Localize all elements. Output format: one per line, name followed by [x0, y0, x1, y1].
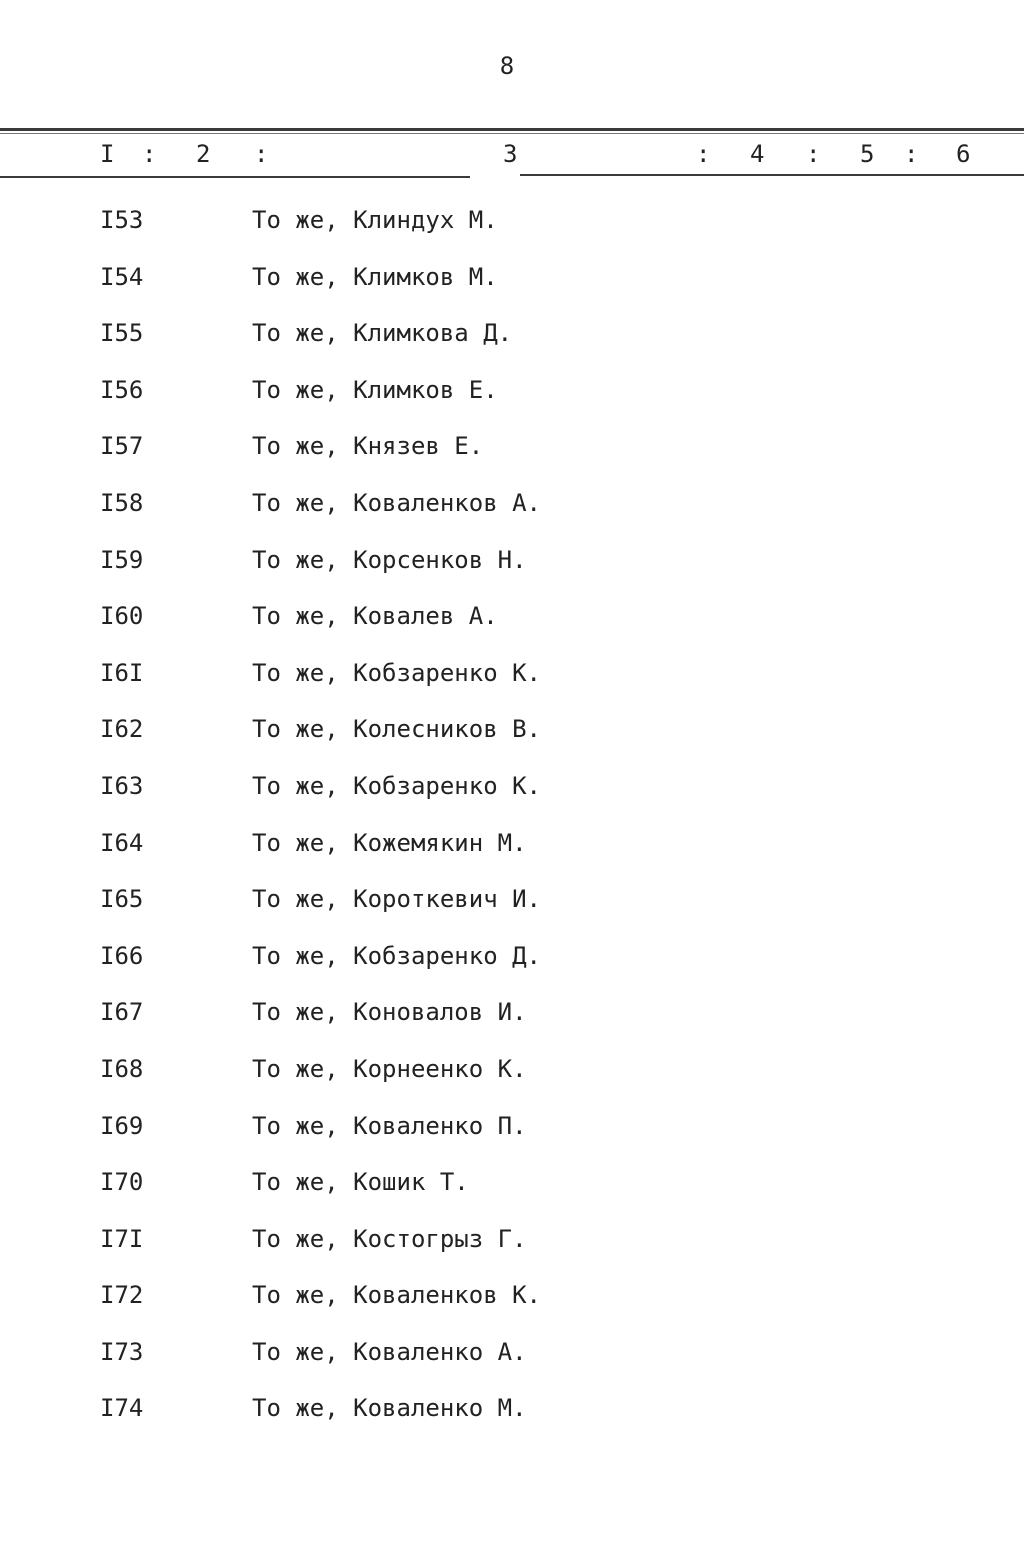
table-row — [0, 540, 1024, 597]
row-number: I57 — [100, 432, 144, 461]
row-entry: То же, Коваленко М. — [252, 1394, 527, 1423]
table-body — [0, 200, 1024, 1445]
header-rule-bottom-right — [520, 174, 1024, 176]
row-entry: То же, Климков Е. — [252, 375, 498, 404]
column-header-3: 3 — [503, 140, 518, 168]
row-entry: То же, Коновалов И. — [252, 998, 527, 1027]
column-separator: : — [254, 140, 269, 168]
column-separator: : — [904, 140, 919, 168]
row-number: I69 — [100, 1111, 144, 1140]
table-row — [0, 709, 1024, 766]
table-row — [0, 1332, 1024, 1389]
row-number: I7I — [100, 1224, 144, 1253]
row-number: I6I — [100, 658, 144, 687]
row-entry: То же, Ковалев А. — [252, 602, 498, 631]
table-row — [0, 1388, 1024, 1445]
row-entry: То же, Кобзаренко Д. — [252, 941, 541, 970]
column-header-5: 5 — [860, 140, 875, 168]
row-number: I67 — [100, 998, 144, 1027]
table-row — [0, 426, 1024, 483]
row-number: I53 — [100, 206, 144, 234]
row-number: I56 — [100, 375, 144, 404]
row-number: I70 — [100, 1168, 144, 1197]
row-entry: То же, Князев Е. — [252, 432, 484, 461]
row-number: I73 — [100, 1337, 144, 1366]
table-row — [0, 1275, 1024, 1332]
table-row — [0, 653, 1024, 710]
row-number: I55 — [100, 319, 144, 348]
table-row — [0, 1049, 1024, 1106]
column-header-2: 2 — [196, 140, 211, 168]
row-entry: То же, Коваленков А. — [252, 488, 541, 517]
table-row — [0, 1162, 1024, 1219]
header-rule-top — [0, 128, 1024, 131]
row-entry: То же, Кошик Т. — [252, 1168, 469, 1197]
row-number: I64 — [100, 828, 144, 857]
table-row — [0, 1106, 1024, 1163]
row-number: I74 — [100, 1394, 144, 1423]
table-row — [0, 483, 1024, 540]
row-number: I58 — [100, 488, 144, 517]
row-number: I68 — [100, 1054, 144, 1083]
column-header-4: 4 — [750, 140, 765, 168]
column-header-6: 6 — [956, 140, 971, 168]
row-number: I63 — [100, 771, 144, 800]
page-number: 8 — [499, 52, 515, 80]
row-number: I72 — [100, 1281, 144, 1310]
row-entry: То же, Короткевич И. — [252, 885, 541, 914]
column-header-1: I — [100, 140, 115, 168]
table-row — [0, 200, 1024, 257]
table-row — [0, 257, 1024, 314]
table-row — [0, 1219, 1024, 1276]
row-number: I59 — [100, 545, 144, 574]
table-row — [0, 313, 1024, 370]
row-entry: То же, Коваленков К. — [252, 1281, 541, 1310]
table-row — [0, 370, 1024, 427]
row-number: I62 — [100, 715, 144, 744]
row-entry: То же, Корнеенко К. — [252, 1054, 527, 1083]
row-number: I65 — [100, 885, 144, 914]
row-entry: То же, Кобзаренко К. — [252, 658, 541, 687]
header-rule-bottom-left — [0, 176, 470, 178]
table-header — [0, 138, 1024, 172]
header-rule-top-thin — [0, 133, 1024, 134]
table-row — [0, 596, 1024, 653]
row-entry: То же, Клиндух М. — [252, 206, 498, 234]
row-entry: То же, Коваленко А. — [252, 1337, 527, 1366]
table-row — [0, 766, 1024, 823]
row-number: I60 — [100, 602, 144, 631]
row-entry: То же, Корсенков Н. — [252, 545, 527, 574]
row-entry: То же, Климков М. — [252, 262, 498, 291]
row-entry: То же, Климкова Д. — [252, 319, 513, 348]
row-entry: То же, Костогрыз Г. — [252, 1224, 527, 1253]
table-row — [0, 992, 1024, 1049]
row-number: I54 — [100, 262, 144, 291]
row-entry: То же, Коваленко П. — [252, 1111, 527, 1140]
column-separator: : — [142, 140, 157, 168]
row-number: I66 — [100, 941, 144, 970]
table-row — [0, 823, 1024, 880]
row-entry: То же, Колесников В. — [252, 715, 541, 744]
table-row — [0, 936, 1024, 993]
table-row — [0, 879, 1024, 936]
column-separator: : — [806, 140, 821, 168]
column-separator: : — [696, 140, 711, 168]
row-entry: То же, Кобзаренко К. — [252, 771, 541, 800]
row-entry: То же, Кожемякин М. — [252, 828, 527, 857]
